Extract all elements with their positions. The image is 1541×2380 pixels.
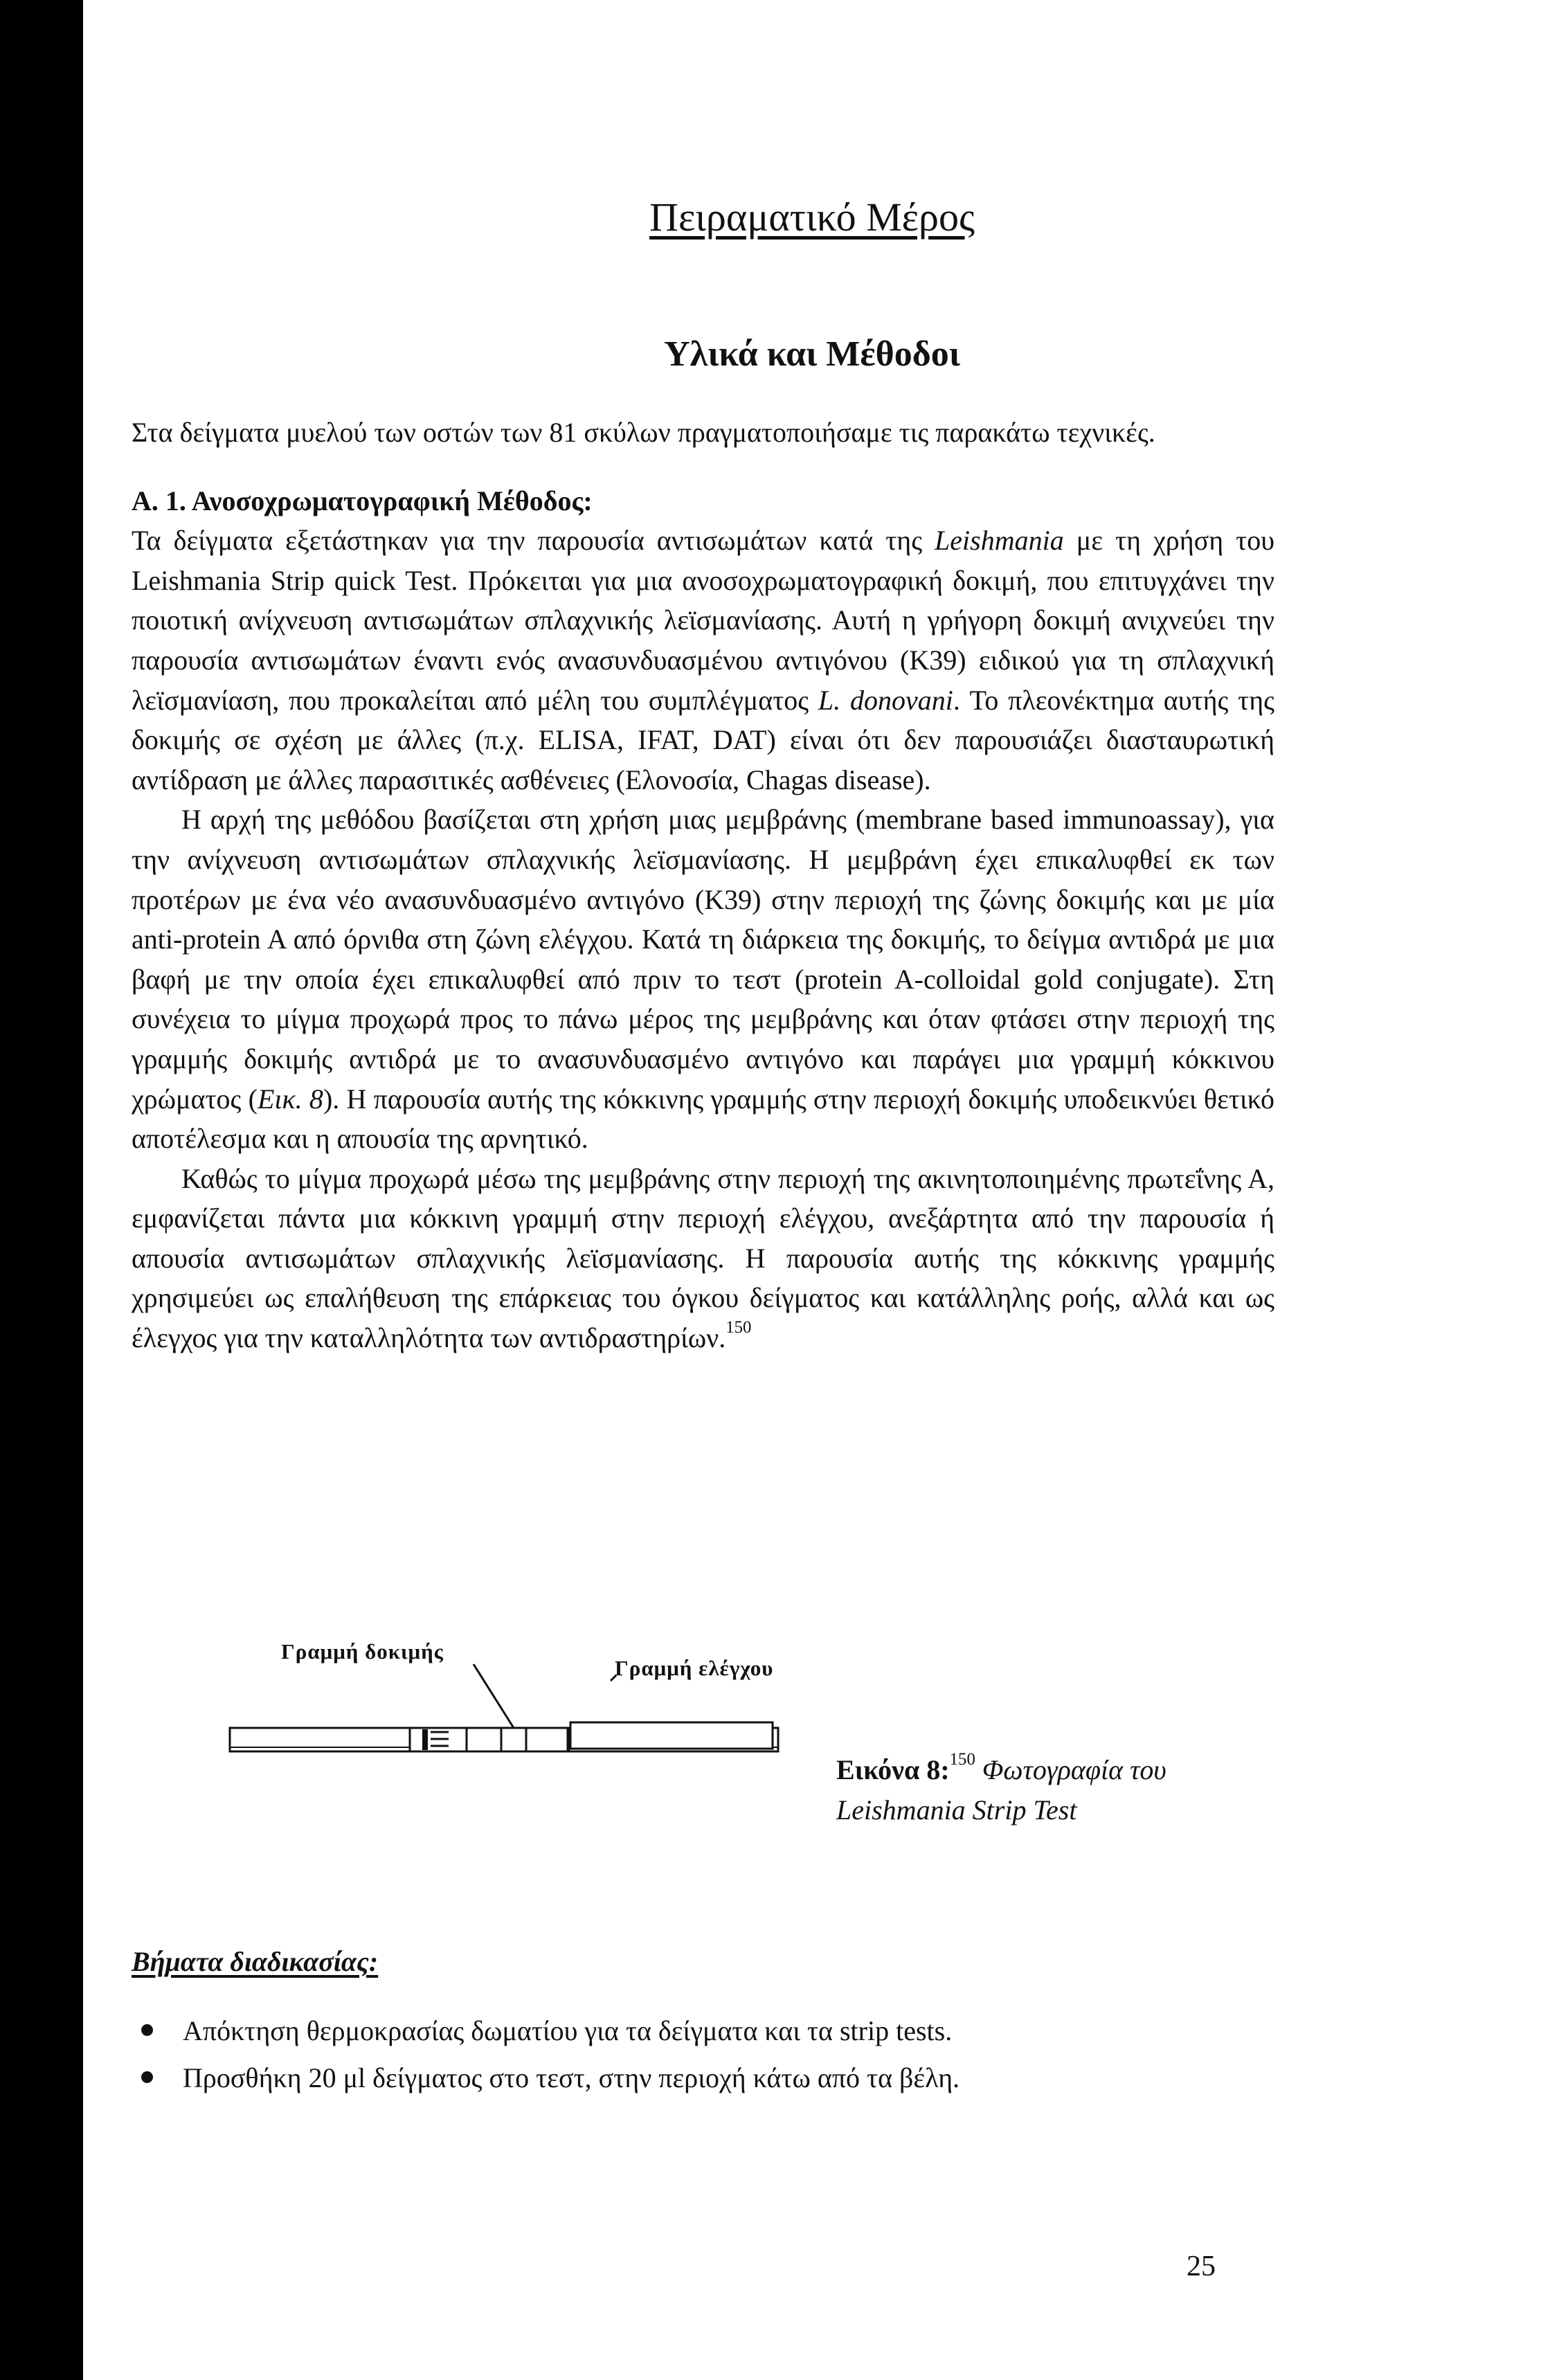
control-line-label: Γραμμή ελέγχου (615, 1656, 774, 1680)
p1-text-b: με τη χρήση του Leishmania Strip quick Test. Πρόκειται για μια ανοσοχρωματογραφική δοκιμή, που επιτυγχάνει την ποιοτική ανίχνευση αντισωμάτων σπλαχνικής λεϊσμανίασης. Αυτή η γρήγορη δοκιμή ανιχνεύει την παρουσία αντισωμάτων έναντι ενός ανασυνδυασμένου αντιγόνου (K39) ειδικού για τη σπλαχνική λεϊσμανίαση, που προκαλείται από μέλη του συμπλέγματος (132, 525, 1274, 716)
document-page (83, 0, 1541, 2380)
strip-handle (570, 1722, 773, 1749)
list-item: Προσθήκη 20 μl δείγματος στο τεστ, στην περιοχή κάτω από τα βέλη. (141, 2064, 959, 2092)
test-line-pointer (474, 1664, 514, 1728)
page-title: Πειραματικό Μέρος (649, 195, 975, 240)
page-number: 25 (1187, 2251, 1216, 2282)
figure-caption (836, 1750, 1166, 1830)
strip-diagram (228, 1639, 782, 1771)
method-heading (132, 481, 1274, 521)
figure-caption-line2: Leishmania Strip Test (836, 1794, 1077, 1825)
test-line-label: Γραμμή δοκιμής (281, 1639, 444, 1664)
method-heading-text: Α. 1. Ανοσοχρωματογραφική Μέθοδος: (132, 485, 593, 516)
p2-text-b: ). Η παρουσία αυτής της κόκκινης γραμμής στην περιοχή δοκιμής υποδεικνύει θετικό αποτέλεσμα και η απουσία της αρνητικό. (132, 1083, 1274, 1155)
steps-list (141, 2017, 959, 2111)
p1-text-c: . Το πλεονέκτημα αυτής της δοκιμής σε σχέση με άλλες (π.χ. ELISA, IFAT, DAT) είναι ότι δεν παρουσιάζει διασταυρωτική αντίδραση με άλλες παρασιτικές ασθένειες (Ελονοσία, Chagas disease). (132, 684, 1274, 795)
body-text (132, 413, 1274, 1358)
control-line-pointer (611, 1675, 616, 1681)
p3-reference: 150 (726, 1317, 752, 1337)
figure-caption-reference: 150 (949, 1749, 975, 1769)
paragraph-3 (132, 1159, 1274, 1358)
figure-caption-line1: Φωτογραφία του (982, 1754, 1166, 1785)
p1-text-a: Τα δείγματα εξετάστηκαν για την παρουσία αντισωμάτων κατά της (132, 525, 935, 557)
p3-text: Καθώς το μίγμα προχωρά μέσω της μεμβράνης στην περιοχή της ακινητοποιημένης πρωτεΐνης Α, εμφανίζεται πάντα μια κόκκινη γραμμή στην περιοχή ελέγχου, ανεξάρτητα από την παρουσία ή απουσία αντισωμάτων σπλαχνικής λεϊσμανίασης. Η παρουσία αυτής της κόκκινης γραμμής χρησιμεύει ως επαλήθευση της επάρκειας του όγκου δείγματος και κατάλληλης ροής, αλλά και ως έλεγχος για την καταλληλότητα των αντιδραστηρίων. (132, 1162, 1274, 1354)
p1-italic-donovani: L. donovani (818, 684, 953, 716)
intro-paragraph: Στα δείγματα μυελού των οστών των 81 σκύλων πραγματοποιήσαμε τις παρακάτω τεχνικές. (132, 417, 1155, 448)
p2-text-a: Η αρχή της μεθόδου βασίζεται στη χρήση μιας μεμβράνης (membrane based immunoassay), για την ανίχνευση αντισωμάτων σπλαχνικής λεϊσμανίασης. Η μεμβράνη έχει επικαλυφθεί εκ των προτέρων με ένα νέο ανασυνδυασμένο αντιγόνο (K39) στην περιοχή της ζώνης δοκιμής και με μία anti-protein A από όρνιθα στη ζώνη ελέγχου. Κατά τη διάρκεια της δοκιμής, το δείγμα αντιδρά με μια βαφή με την οποία έχει επικαλυφθεί από πριν το τεστ (protein A-colloidal gold conjugate). Στη συνέχεια το μίγμα προχωρά προς το πάνω μέρος της μεμβράνης και όταν φτάσει στην περιοχή της γραμμής δοκιμής αντιδρά με το ανασυνδυασμένο αντιγόνο και παράγει μια γραμμή κόκκινου χρώματος ( (132, 804, 1274, 1115)
figure-caption-label: Εικόνα 8: (836, 1754, 950, 1785)
strip-test-figure (228, 1639, 782, 1771)
paragraph-1 (132, 521, 1274, 800)
sample-arrow-mark (422, 1729, 428, 1750)
list-item: Απόκτηση θερμοκρασίας δωματίου για τα δείγματα και τα strip tests. (141, 2017, 959, 2045)
paragraph-2 (132, 800, 1274, 1158)
steps-heading: Βήματα διαδικασίας: (132, 1946, 379, 1977)
section-subtitle: Υλικά και Μέθοδοι (664, 334, 960, 374)
p1-italic-leishmania: Leishmania (935, 525, 1064, 557)
p2-figure-ref: Εικ. 8 (257, 1083, 323, 1115)
